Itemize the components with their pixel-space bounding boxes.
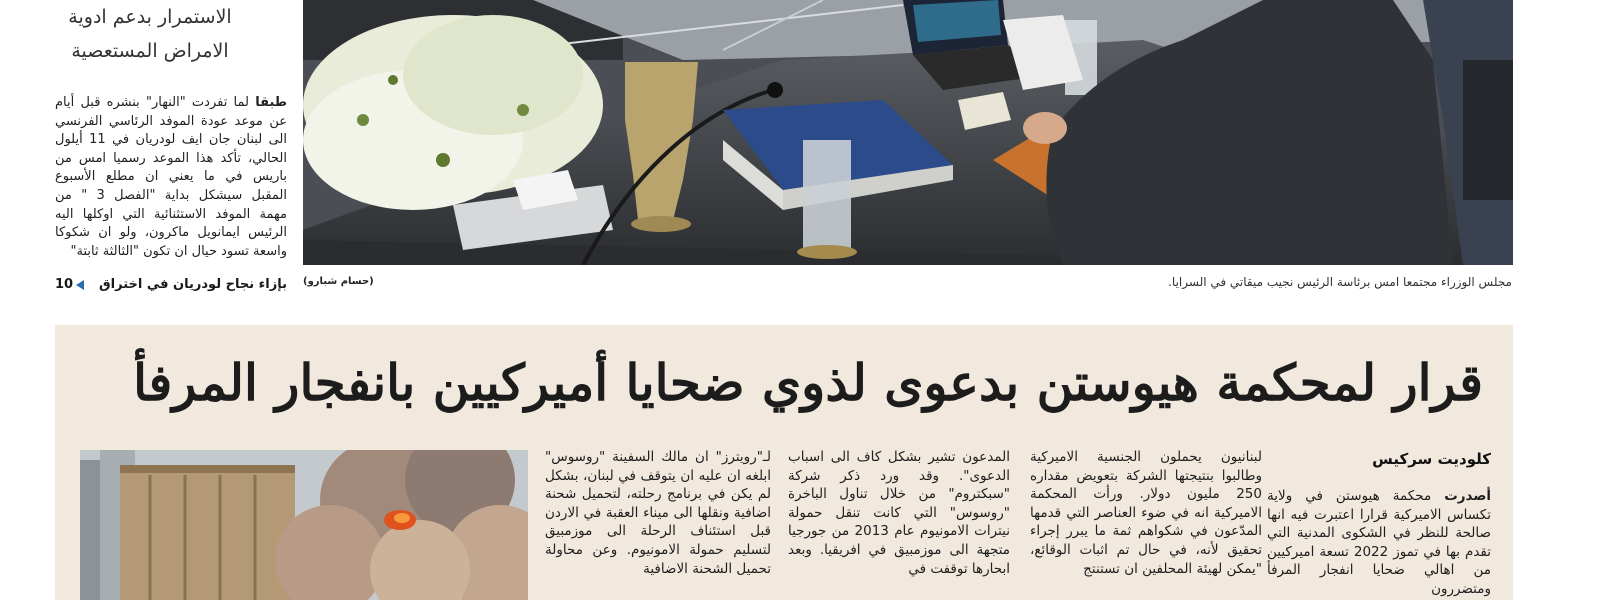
photo-credit: (حسام شبارو) [303, 276, 374, 287]
article-byline: كلوديت سركيس [1372, 450, 1491, 468]
sidebar-lead-word: طبقا [255, 95, 287, 110]
sidebar-continuation [55, 277, 287, 292]
cabinet-meeting-photo [303, 0, 1513, 265]
article-lead-word: أصدرت [1444, 488, 1491, 504]
sidebar-headline-line-2: الامراض المستعصية [71, 40, 229, 62]
article-headline: قرار لمحكمة هيوستن بدعوى لذوي ضحايا أميركيين بانفجار المرفأ [133, 353, 1483, 412]
arrow-left-icon [76, 280, 84, 290]
article-column-1-text: محكمة هيوستن في ولاية تكساس الاميركية قرارا اعتبرت فيه انها صالحة للنظر في الشكوى المدنية التي تقدم بها في تموز 2022 تسعة اميركيين من اهالي ضحايا انفجار المرفأ ومتضررون [1267, 488, 1491, 597]
sidebar-last-line: بإزاء نجاح لودريان في اختراق [99, 277, 287, 292]
page-ref: 10 [55, 277, 74, 292]
page-jump-link[interactable] [55, 277, 84, 292]
photo-caption: مجلس الوزراء مجتمعا امس برئاسة الرئيس نجيب ميقاتي في السرايا. [1168, 275, 1512, 289]
sidebar-headline [40, 0, 260, 68]
article-box [55, 325, 1513, 600]
article-column-1 [1267, 487, 1491, 599]
sidebar-headline-line-1: الاستمرار بدعم ادوية [68, 6, 232, 28]
article-column-3: المدعون تشير بشكل كاف الى اسباب الدعوى". وقد ورد ذكر شركة "سبكتروم" من خلال تناول الباخرة "روسوس" التي كانت تنقل حمولة نيترات الامونيوم عام 2013 من جورجيا متجهة الى موزمبيق في افريقيا. وبعد ابحارها توقفت في [788, 449, 1010, 577]
article-column-2: لبنانيون يحملون الجنسية الاميركية وطالبوا بنتيجتها الشركة بتعويض مقداره 250 مليون دولار. ورأت المحكمة الاميركية انه في ضوء العناصر التي قدمها المدّعون في شكواهم ثمة ما يبرر إجراء تحقيق لأنه، في حال تم اثبات الوقائع، "يمكن لهيئة المحلفين ان تستنتج [1030, 449, 1262, 577]
port-explosion-photo [80, 450, 528, 600]
sidebar-body-text: لما تفردت "النهار" بنشره قبل أيام عن موعد عودة الموفد الرئاسي الفرنسي الى لبنان جان ايف لودريان في 11 أيلول الحالي، تأكد هذا الموعد رسميا امس من باريس في ما يعني ان مطلع الأسبوع المقبل سيشكل بداية "الفصل 3 " من مهمة الموفد الاستثنائية التي اوكلها اليه الرئيس ايمانويل ماكرون، ولو ان شكوكا واسعة تسود حيال ان تكون "الثالثة ثابتة" [55, 95, 287, 259]
article-column-4: لـ"رويترز" ان مالك السفينة "روسوس" ابلغه ان عليه ان يتوقف في لبنان، بشكل لم يكن في برنامج رحلته، لتحميل شحنة اضافية ونقلها الى ميناء العقبة في الاردن قبل استئناف الرحلة الى موزمبيق لتسليم حمولة الامونيوم. وعن محاولة تحميل الشحنة الاضافية [545, 449, 771, 577]
sidebar-article-body [55, 94, 287, 261]
